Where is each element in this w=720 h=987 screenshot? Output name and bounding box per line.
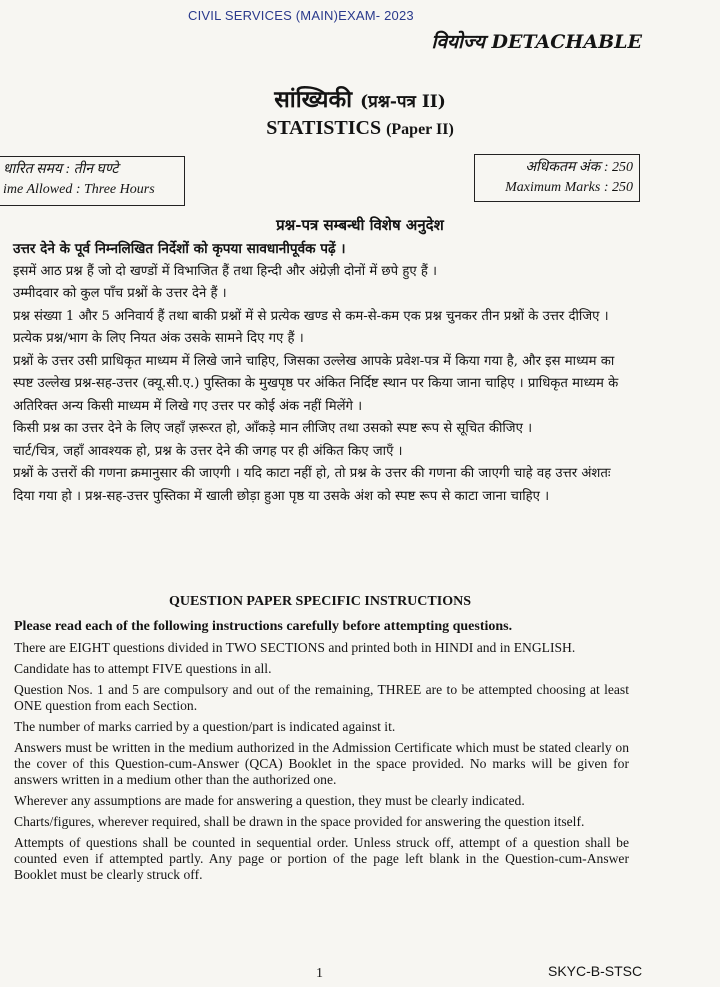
- hindi-instruction-item: चार्ट/चित्र, जहाँ आवश्यक हो, प्रश्न के उत्तर देने की जगह पर ही अंकित किए जाएँ ।: [13, 443, 403, 459]
- english-instruction-item: Attempts of questions shall be counted in sequential order. Unless struck off, attempt of a question shall be counted even if attempted partly. Any page or portion of the page left blank in the Question-cum-Answer Booklet must be clearly struck off.: [14, 835, 629, 882]
- hindi-instruction-item: प्रश्नों के उत्तरों की गणना क्रमानुसार की जाएगी । यदि काटा नहीं हो, तो प्रश्न के उत्तर की गणना की जाएगी चाहे वह उत्तर अंशतः दिया गया हो । प्रश्न-सह-उत्तर पुस्तिका में खाली छोड़ा हुआ पृष्ठ या उसके अंश को स्पष्ट रूप से काटा जाना चाहिए ।: [13, 466, 611, 504]
- hindi-instruction-item: प्रत्येक प्रश्न/भाग के लिए नियत अंक उसके सामने दिए गए हैं ।: [13, 331, 304, 346]
- english-instruction-item: The number of marks carried by a question/part is indicated against it.: [14, 719, 396, 734]
- hindi-instruction-item: प्रश्न संख्या 1 और 5 अनिवार्य हैं तथा बाकी प्रश्नों में से प्रत्येक खण्ड से कम-से-कम एक प्रश्न चुनकर तीन प्रश्नों के उत्तर दीजिए ।: [13, 308, 609, 324]
- english-instructions-lead: Please read each of the following instructions carefully before attempting questions.: [14, 619, 513, 634]
- maximum-marks-hindi: अधिकतम अंक : 250: [525, 160, 633, 175]
- hindi-instructions: [13, 238, 628, 508]
- maximum-marks-box: [474, 154, 640, 202]
- hindi-instruction-item: किसी प्रश्न का उत्तर देने के लिए जहाँ ज़रूरत हो, आँकड़े मान लीजिए तथा उसको स्पष्ट रूप से सूचित कीजिए ।: [13, 421, 533, 436]
- english-instruction-item: Charts/figures, wherever required, shall be drawn in the space provided for answering the question itself.: [14, 814, 585, 829]
- hindi-instructions-lead: उत्तर देने के पूर्व निम्नलिखित निर्देशों को कृपया सावधानीपूर्वक पढ़ें ।: [13, 241, 346, 257]
- maximum-marks-english: Maximum Marks : 250: [505, 180, 633, 195]
- english-instruction-item: Question Nos. 1 and 5 are compulsory and out of the remaining, THREE are to be attempted choosing at least ONE question from each Section.: [14, 682, 629, 713]
- english-instruction-item: Candidate has to attempt FIVE questions in all.: [14, 661, 272, 676]
- english-paper-label: (Paper II): [386, 121, 454, 138]
- hindi-subject: सांख्यिकी: [274, 86, 353, 113]
- paper-code: SKYC-B-STSC: [548, 963, 643, 979]
- english-instruction-item: Answers must be written in the medium authorized in the Admission Certificate which must be stated clearly on the cover of this Question-cum-Answer (QCA) Booklet in the space provided. No marks will be given for answers written in a medium other than the authorized one.: [14, 740, 629, 787]
- english-subject: STATISTICS: [266, 117, 382, 139]
- english-instructions: [14, 619, 629, 888]
- page-number: 1: [316, 966, 323, 981]
- english-title: [0, 117, 720, 140]
- english-instruction-item: There are EIGHT questions divided in TWO SECTIONS and printed both in HINDI and in ENGLISH.: [14, 640, 576, 655]
- time-allowed-english: ime Allowed : Three Hours: [3, 182, 155, 197]
- hindi-instruction-item: उम्मीदवार को कुल पाँच प्रश्नों के उत्तर देने हैं ।: [13, 286, 227, 301]
- english-instructions-heading: QUESTION PAPER SPECIFIC INSTRUCTIONS: [169, 594, 471, 609]
- hindi-instruction-item: इसमें आठ प्रश्न हैं जो दो खण्डों में विभाजित हैं तथा हिन्दी और अंग्रेज़ी दोनों में छपे हुए हैं ।: [13, 263, 438, 279]
- detachable-label: वियोज्य DETACHABLE: [431, 31, 642, 53]
- time-allowed-box: [0, 156, 185, 206]
- english-instruction-item: Wherever any assumptions are made for answering a question, they must be clearly indicated.: [14, 793, 525, 808]
- hindi-title: [0, 82, 720, 114]
- time-allowed-hindi: धारित समय : तीन घण्टे: [3, 162, 119, 177]
- hindi-instruction-item: प्रश्नों के उत्तर उसी प्राधिकृत माध्यम में लिखे जाने चाहिए, जिसका उल्लेख आपके प्रवेश-पत्र में किया गया है, और इस माध्यम का स्पष्ट उल्लेख प्रश्न-सह-उत्तर (क्यू.सी.ए.) पुस्तिका के मुखपृष्ठ पर अंकित निर्दिष्ट स्थान पर किया जाना चाहिए । प्राधिकृत माध्यम के अतिरिक्त अन्य किसी माध्यम में लिखे गए उत्तर पर कोई अंक नहीं मिलेंगे ।: [13, 353, 619, 414]
- hindi-paper-label: (प्रश्न-पत्र II): [360, 92, 446, 112]
- hindi-instructions-heading: प्रश्न-पत्र सम्बन्धी विशेष अनुदेश: [276, 216, 444, 234]
- exam-header: CIVIL SERVICES (MAIN)EXAM- 2023: [188, 8, 414, 23]
